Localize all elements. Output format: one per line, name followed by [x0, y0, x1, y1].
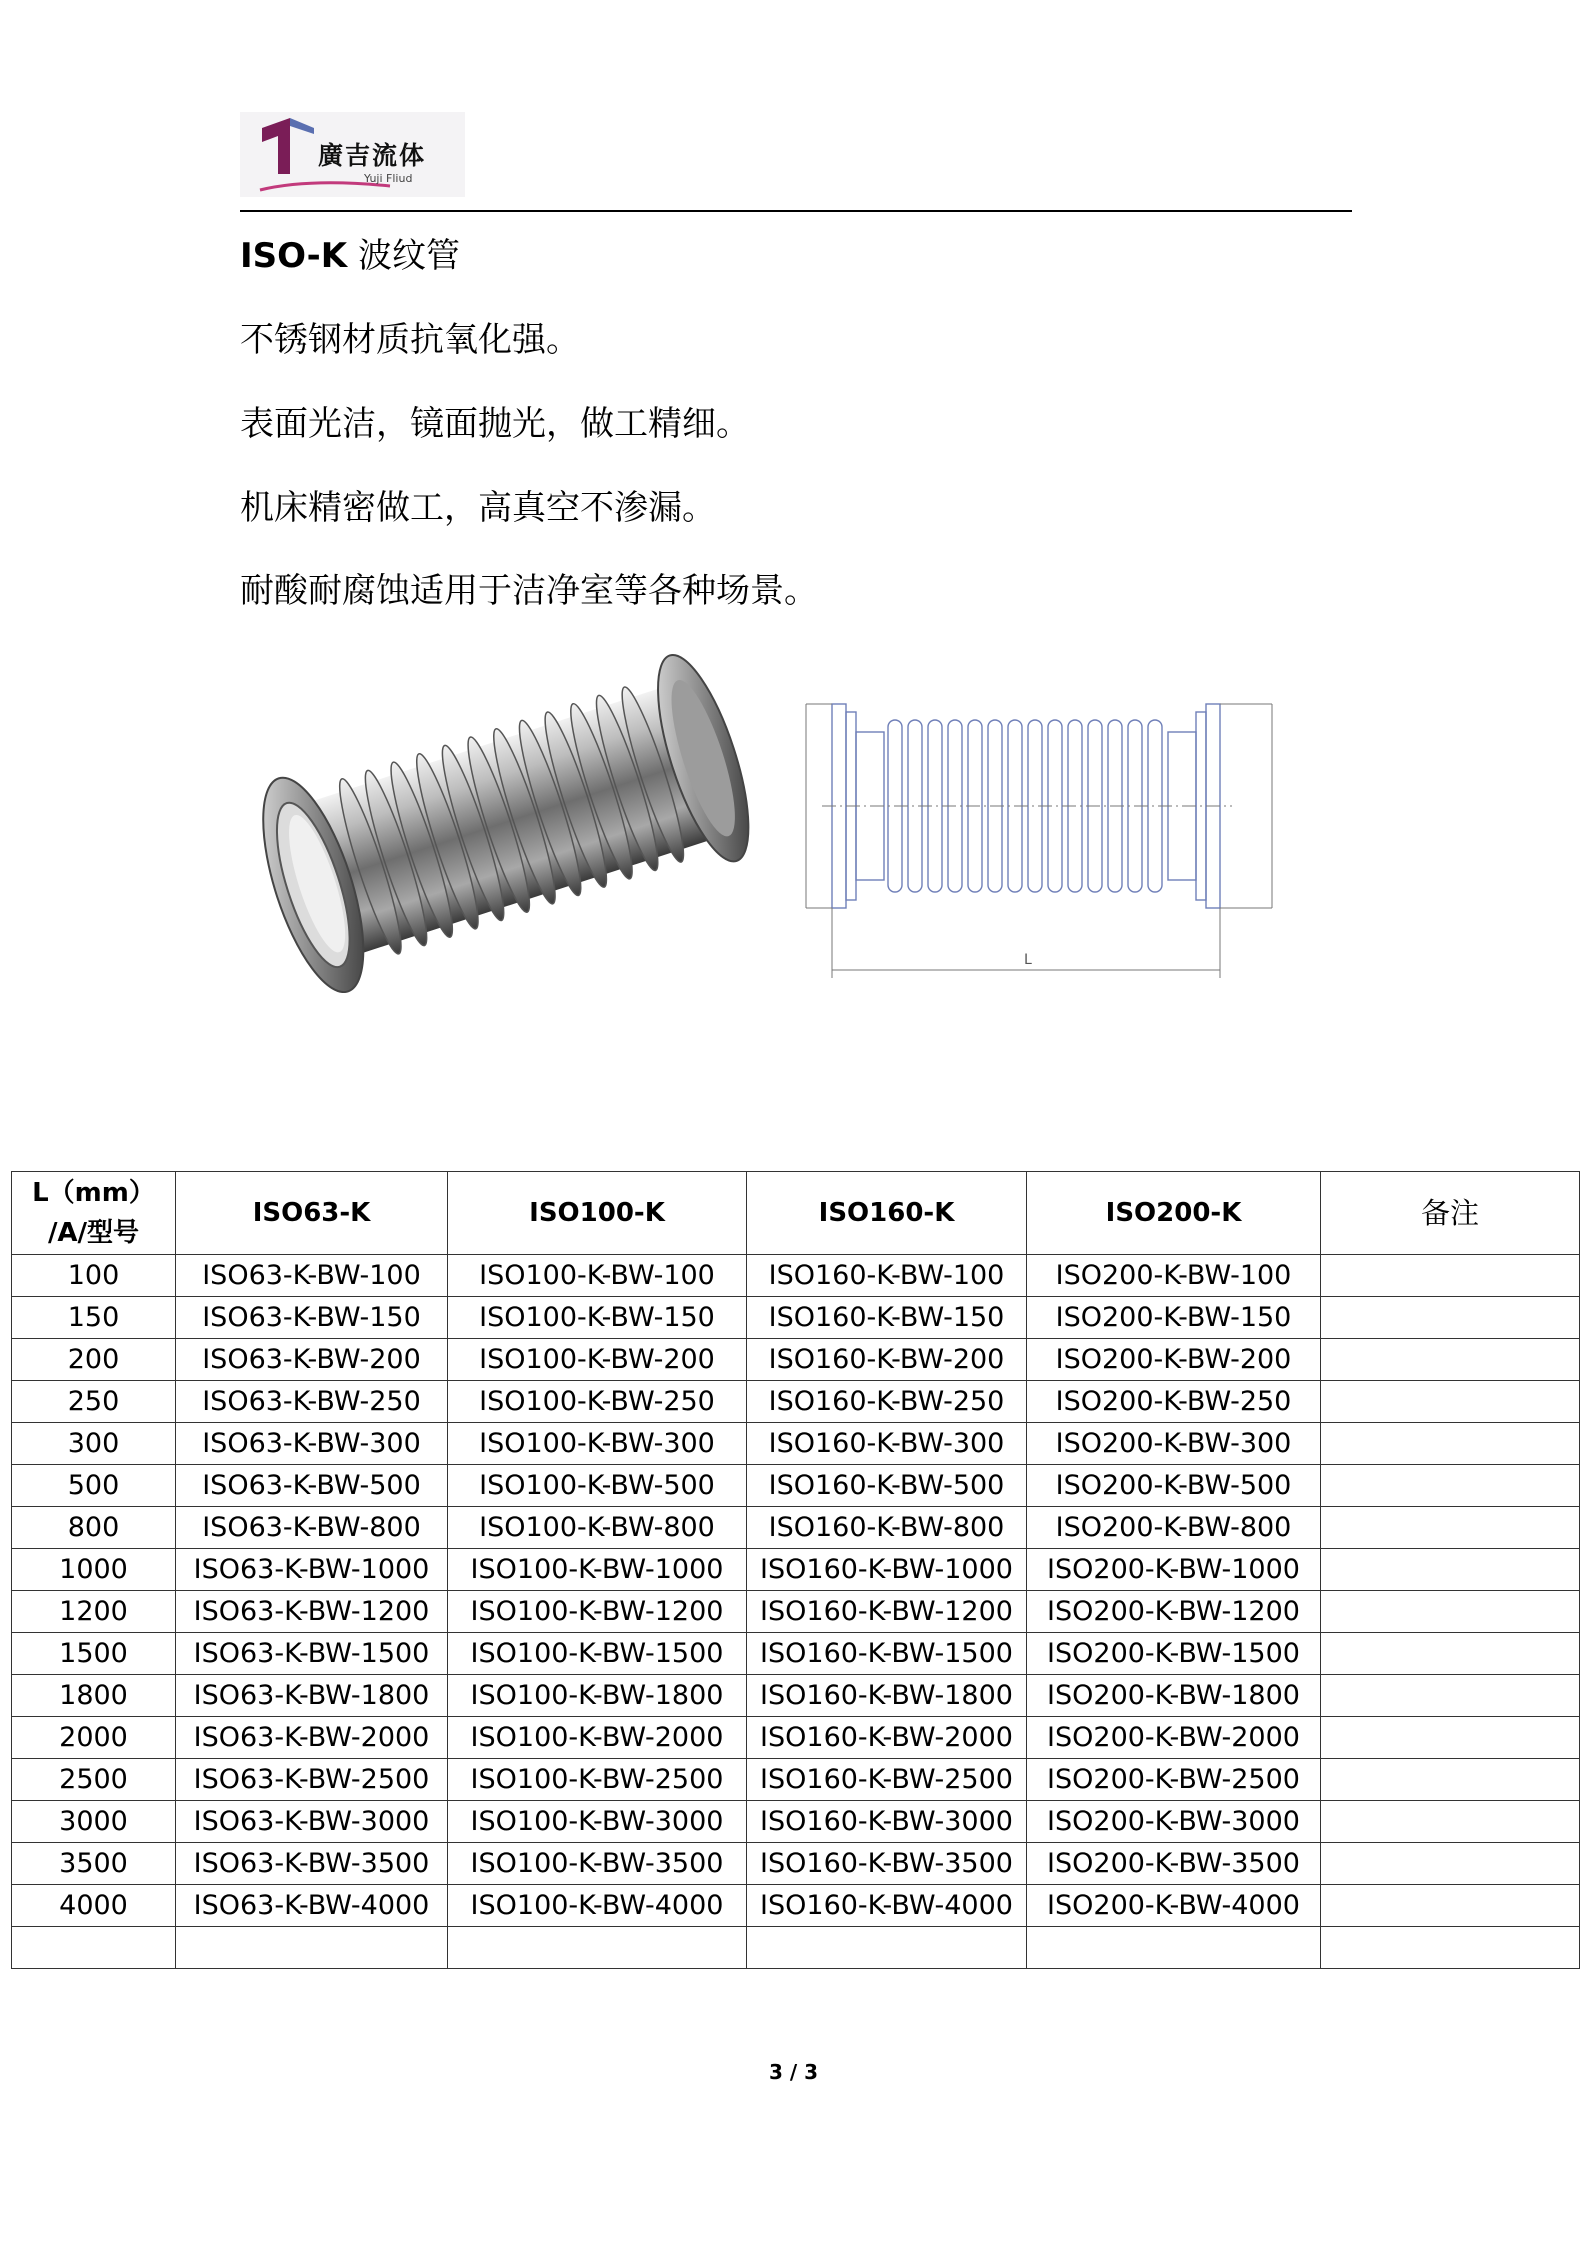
feature-line: 表面光洁，镜面抛光，做工精细。: [240, 404, 750, 444]
bellows-product-image: [243, 648, 783, 993]
cell-iso200-model: [1027, 1927, 1321, 1969]
header-length-line1: L（mm）: [32, 1178, 155, 1208]
cell-iso160-model: ISO160-K-BW-1500: [747, 1633, 1027, 1675]
cell-iso63-model: ISO63-K-BW-800: [176, 1507, 448, 1549]
cell-remarks: [1321, 1339, 1580, 1381]
cell-remarks: [1321, 1717, 1580, 1759]
cell-iso160-model: [747, 1927, 1027, 1969]
table-row: [12, 1675, 1580, 1717]
cell-iso200-model: ISO200-K-BW-150: [1027, 1297, 1321, 1339]
cell-iso160-model: ISO160-K-BW-250: [747, 1381, 1027, 1423]
cell-iso200-model: ISO200-K-BW-100: [1027, 1255, 1321, 1297]
logo-chinese-name: 廣吉流体: [318, 141, 427, 170]
cell-iso63-model: ISO63-K-BW-3500: [176, 1843, 448, 1885]
cell-iso160-model: ISO160-K-BW-4000: [747, 1885, 1027, 1927]
cell-remarks: [1321, 1843, 1580, 1885]
cell-iso100-model: ISO100-K-BW-1800: [448, 1675, 747, 1717]
cell-iso100-model: ISO100-K-BW-1200: [448, 1591, 747, 1633]
cell-iso100-model: [448, 1927, 747, 1969]
cell-iso200-model: ISO200-K-BW-500: [1027, 1465, 1321, 1507]
cell-iso160-model: ISO160-K-BW-200: [747, 1339, 1027, 1381]
cell-length: 500: [12, 1465, 176, 1507]
feature-line: 机床精密做工，高真空不渗漏。: [240, 488, 716, 528]
cell-length: 4000: [12, 1885, 176, 1927]
cell-iso100-model: ISO100-K-BW-2000: [448, 1717, 747, 1759]
header-rule: [240, 210, 1352, 212]
header-iso63: ISO63-K: [176, 1172, 448, 1255]
cell-iso200-model: ISO200-K-BW-1200: [1027, 1591, 1321, 1633]
cell-iso160-model: ISO160-K-BW-800: [747, 1507, 1027, 1549]
cell-remarks: [1321, 1591, 1580, 1633]
cell-length: 300: [12, 1423, 176, 1465]
cell-iso200-model: ISO200-K-BW-2500: [1027, 1759, 1321, 1801]
cell-iso160-model: ISO160-K-BW-1200: [747, 1591, 1027, 1633]
cell-iso63-model: ISO63-K-BW-3000: [176, 1801, 448, 1843]
cell-remarks: [1321, 1633, 1580, 1675]
cell-iso100-model: ISO100-K-BW-300: [448, 1423, 747, 1465]
cell-iso100-model: ISO100-K-BW-250: [448, 1381, 747, 1423]
cell-iso160-model: ISO160-K-BW-2500: [747, 1759, 1027, 1801]
cell-iso63-model: ISO63-K-BW-2000: [176, 1717, 448, 1759]
table-row: [12, 1507, 1580, 1549]
cell-iso63-model: ISO63-K-BW-500: [176, 1465, 448, 1507]
cell-iso63-model: ISO63-K-BW-250: [176, 1381, 448, 1423]
cell-remarks: [1321, 1297, 1580, 1339]
header-length: [12, 1172, 176, 1255]
table-row: [12, 1843, 1580, 1885]
cell-length: 1000: [12, 1549, 176, 1591]
cell-length: 2000: [12, 1717, 176, 1759]
title-name: 波纹管: [357, 236, 460, 276]
cell-iso160-model: ISO160-K-BW-2000: [747, 1717, 1027, 1759]
cell-length: 1500: [12, 1633, 176, 1675]
cell-length: 1800: [12, 1675, 176, 1717]
cell-iso63-model: ISO63-K-BW-1800: [176, 1675, 448, 1717]
table-row: [12, 1591, 1580, 1633]
cell-iso160-model: ISO160-K-BW-500: [747, 1465, 1027, 1507]
cell-iso100-model: ISO100-K-BW-800: [448, 1507, 747, 1549]
cell-remarks: [1321, 1675, 1580, 1717]
table-header-row: [12, 1172, 1580, 1255]
cell-iso200-model: ISO200-K-BW-1500: [1027, 1633, 1321, 1675]
header-remarks: 备注: [1321, 1172, 1580, 1255]
page-number: 3 / 3: [768, 2060, 819, 2084]
cell-remarks: [1321, 1801, 1580, 1843]
cell-iso100-model: ISO100-K-BW-1500: [448, 1633, 747, 1675]
cell-iso200-model: ISO200-K-BW-4000: [1027, 1885, 1321, 1927]
cell-length: [12, 1927, 176, 1969]
title-code: ISO-K: [240, 236, 348, 276]
length-label: L: [1024, 952, 1032, 968]
cell-iso100-model: ISO100-K-BW-100: [448, 1255, 747, 1297]
header-iso200: ISO200-K: [1027, 1172, 1321, 1255]
cell-iso200-model: ISO200-K-BW-1800: [1027, 1675, 1321, 1717]
table-body: [12, 1255, 1580, 1969]
cell-length: 100: [12, 1255, 176, 1297]
table-row: [12, 1549, 1580, 1591]
cell-iso63-model: ISO63-K-BW-4000: [176, 1885, 448, 1927]
cell-iso63-model: [176, 1927, 448, 1969]
page-title: [240, 228, 460, 277]
cell-iso160-model: ISO160-K-BW-3000: [747, 1801, 1027, 1843]
cell-iso200-model: ISO200-K-BW-800: [1027, 1507, 1321, 1549]
cell-remarks: [1321, 1885, 1580, 1927]
cell-iso160-model: ISO160-K-BW-3500: [747, 1843, 1027, 1885]
cell-length: 3000: [12, 1801, 176, 1843]
cell-iso160-model: ISO160-K-BW-150: [747, 1297, 1027, 1339]
table-row: [12, 1255, 1580, 1297]
cell-iso100-model: ISO100-K-BW-1000: [448, 1549, 747, 1591]
cell-remarks: [1321, 1381, 1580, 1423]
table-row: [12, 1801, 1580, 1843]
cell-length: 3500: [12, 1843, 176, 1885]
cell-iso100-model: ISO100-K-BW-4000: [448, 1885, 747, 1927]
cell-iso100-model: ISO100-K-BW-2500: [448, 1759, 747, 1801]
table-row: [12, 1297, 1580, 1339]
table-row: [12, 1633, 1580, 1675]
cell-iso200-model: ISO200-K-BW-1000: [1027, 1549, 1321, 1591]
cell-iso63-model: ISO63-K-BW-200: [176, 1339, 448, 1381]
cell-iso160-model: ISO160-K-BW-1000: [747, 1549, 1027, 1591]
table-row: [12, 1423, 1580, 1465]
cell-iso200-model: ISO200-K-BW-300: [1027, 1423, 1321, 1465]
cell-length: 200: [12, 1339, 176, 1381]
cell-iso100-model: ISO100-K-BW-150: [448, 1297, 747, 1339]
table-row: [12, 1465, 1580, 1507]
cell-remarks: [1321, 1759, 1580, 1801]
cell-length: 250: [12, 1381, 176, 1423]
cell-length: 150: [12, 1297, 176, 1339]
feature-line: 不锈钢材质抗氧化强。: [240, 320, 580, 360]
cell-iso63-model: ISO63-K-BW-150: [176, 1297, 448, 1339]
table-row: [12, 1339, 1580, 1381]
bellows-technical-drawing: [792, 690, 1282, 980]
cell-remarks: [1321, 1507, 1580, 1549]
cell-iso160-model: ISO160-K-BW-300: [747, 1423, 1027, 1465]
header-length-line2: /A/型号: [47, 1218, 140, 1248]
cell-iso100-model: ISO100-K-BW-200: [448, 1339, 747, 1381]
cell-iso200-model: ISO200-K-BW-3500: [1027, 1843, 1321, 1885]
table-row: [12, 1759, 1580, 1801]
cell-iso63-model: ISO63-K-BW-100: [176, 1255, 448, 1297]
cell-iso200-model: ISO200-K-BW-250: [1027, 1381, 1321, 1423]
cell-iso200-model: ISO200-K-BW-200: [1027, 1339, 1321, 1381]
table-row: [12, 1927, 1580, 1969]
cell-iso63-model: ISO63-K-BW-1000: [176, 1549, 448, 1591]
cell-remarks: [1321, 1927, 1580, 1969]
cell-iso200-model: ISO200-K-BW-2000: [1027, 1717, 1321, 1759]
cell-iso160-model: ISO160-K-BW-1800: [747, 1675, 1027, 1717]
cell-iso160-model: ISO160-K-BW-100: [747, 1255, 1027, 1297]
cell-length: 2500: [12, 1759, 176, 1801]
cell-iso200-model: ISO200-K-BW-3000: [1027, 1801, 1321, 1843]
cell-length: 800: [12, 1507, 176, 1549]
cell-remarks: [1321, 1423, 1580, 1465]
cell-iso100-model: ISO100-K-BW-500: [448, 1465, 747, 1507]
model-table: [11, 1171, 1580, 1969]
cell-iso100-model: ISO100-K-BW-3500: [448, 1843, 747, 1885]
cell-remarks: [1321, 1465, 1580, 1507]
cell-iso63-model: ISO63-K-BW-1500: [176, 1633, 448, 1675]
cell-iso63-model: ISO63-K-BW-2500: [176, 1759, 448, 1801]
cell-length: 1200: [12, 1591, 176, 1633]
cell-remarks: [1321, 1549, 1580, 1591]
company-logo: [240, 112, 465, 197]
header-iso100: ISO100-K: [448, 1172, 747, 1255]
cell-remarks: [1321, 1255, 1580, 1297]
cell-iso100-model: ISO100-K-BW-3000: [448, 1801, 747, 1843]
cell-iso63-model: ISO63-K-BW-300: [176, 1423, 448, 1465]
cell-iso63-model: ISO63-K-BW-1200: [176, 1591, 448, 1633]
table-row: [12, 1885, 1580, 1927]
header-iso160: ISO160-K: [747, 1172, 1027, 1255]
table-row: [12, 1717, 1580, 1759]
table-row: [12, 1381, 1580, 1423]
logo-english-name: Yuji Fliud: [364, 172, 413, 185]
feature-line: 耐酸耐腐蚀适用于洁净室等各种场景。: [240, 571, 818, 611]
